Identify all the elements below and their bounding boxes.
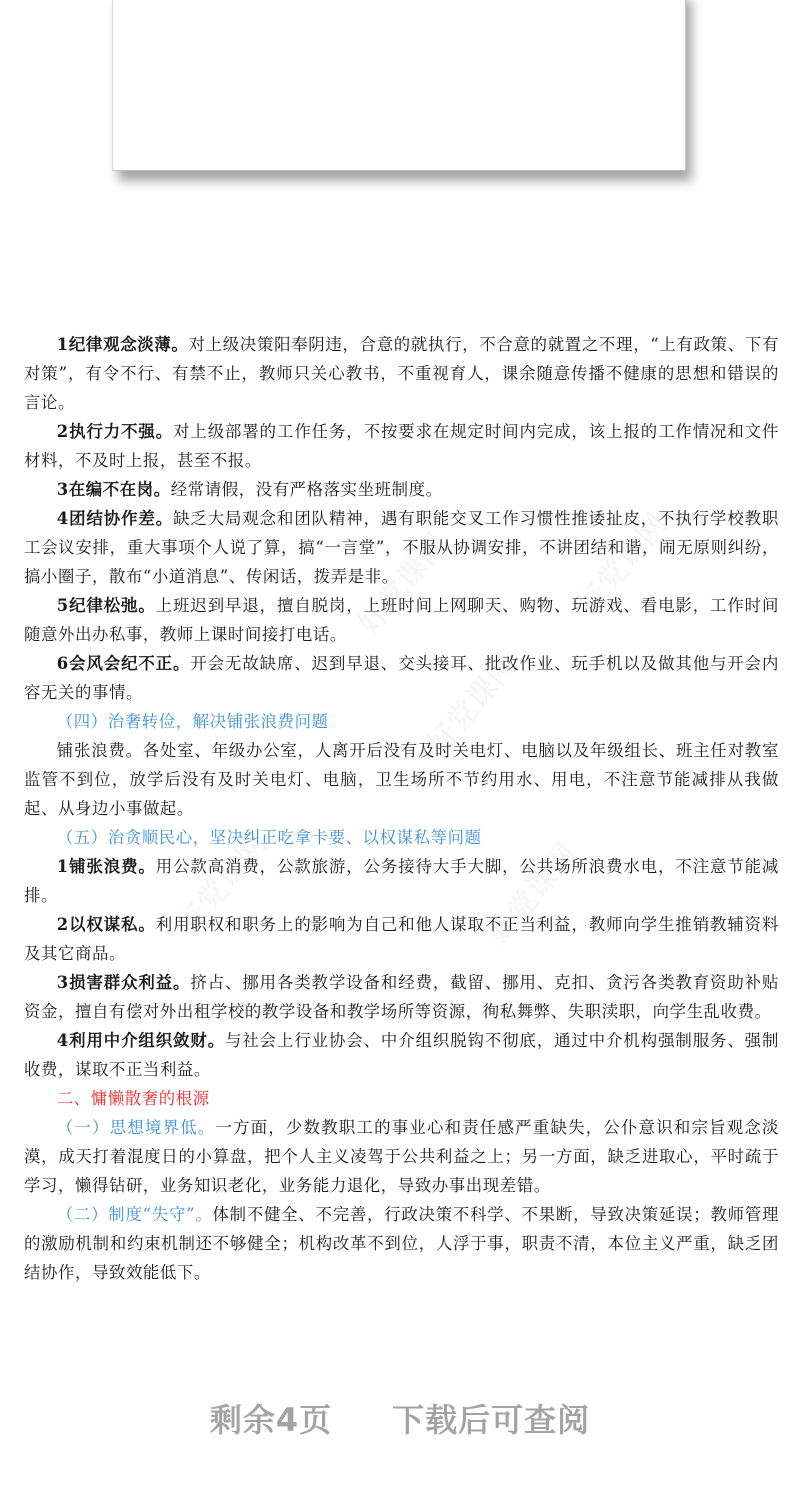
watermark: 好党课网 bbox=[350, 527, 455, 642]
download-hint-label: 下载后可查阅 bbox=[392, 1401, 591, 1439]
paragraph-waste: 铺张浪费。各处室、年级办公室，人离开后没有及时关电灯、电脑以及年级组长、班主任对教室监管不到位，放学后没有及时关电灯、电脑，卫生场所不节约用水、用电，不注意节能减排从我做起、从身边小事做起。 bbox=[24, 741, 779, 818]
paragraph-system: （二）制度“失守”。体制不健全、不完善，行政决策不科学、不果断，导致决策延误；教师管理的激励机制和约束机制还不够健全；机构改革不到位，人浮于事，职责不清，本位主义严重，缺乏团结协作，导致效能低下。 bbox=[24, 1205, 779, 1282]
watermark: 好党课网 bbox=[420, 647, 525, 762]
document-body bbox=[24, 330, 779, 1287]
list-item-meeting: 6会风会纪不正。开会无故缺席、迟到早退、交头接耳、批改作业、玩手机以及做其他与开会内容无关的事情。 bbox=[24, 654, 779, 702]
chapter-heading-2: 二、慵懒散奢的根源 bbox=[56, 1089, 210, 1108]
watermark: 好党课网 bbox=[570, 507, 675, 622]
section-heading-4: （四）治奢转俭，解决铺张浪费问题 bbox=[56, 712, 329, 731]
list-item-intermediary: 4利用中介组织敛财。与社会上行业协会、中介组织脱钩不彻底，通过中介机构强制服务、强制收费，谋取不正当利益。 bbox=[24, 1031, 779, 1079]
remaining-pages-banner[interactable] bbox=[0, 1395, 800, 1441]
watermark: 好党课网 bbox=[480, 837, 585, 952]
list-item-absent: 3在编不在岗。经常请假，没有严格落实坐班制度。 bbox=[56, 480, 443, 499]
previous-page-bottom bbox=[112, 0, 686, 171]
section-heading-5: （五）治贪顺民心，坚决纠正吃拿卡要、以权谋私等问题 bbox=[56, 828, 482, 847]
remaining-pages-label: 剩余4页 bbox=[209, 1401, 333, 1439]
list-item-harm: 3损害群众利益。挤占、挪用各类教学设备和经费，截留、挪用、克扣、贪污各类教育资助补贴资金，擅自有偿对外出租学校的教学设备和教学场所等资源，徇私舞弊、失职渎职，向学生乱收费。 bbox=[24, 973, 779, 1021]
watermark: 好党课网 bbox=[170, 827, 275, 942]
list-item-lax: 5纪律松弛。上班迟到早退，擅自脱岗，上班时间上网聊天、购物、玩游戏、看电影，工作时间随意外出办私事，教师上课时间接打电话。 bbox=[24, 596, 779, 644]
list-item-extravagance: 1铺张浪费。用公款高消费，公款旅游，公务接待大手大脚，公共场所浪费水电，不注意节能减排。 bbox=[24, 857, 779, 905]
list-item-abuse: 2以权谋私。利用职权和职务上的影响为自己和他人谋取不正当利益，教师向学生推销教辅资料及其它商品。 bbox=[24, 915, 779, 963]
list-item-execution: 2执行力不强。对上级部署的工作任务，不按要求在规定时间内完成，该上报的工作情况和文件材料，不及时上报，甚至不报。 bbox=[24, 422, 780, 470]
list-item-teamwork: 4团结协作差。缺乏大局观念和团队精神，遇有职能交叉工作习惯性推诿扯皮，不执行学校教职工会议安排，重大事项个人说了算，搞“一言堂”，不服从协调安排，不讲团结和谐，闹无原则纠纷，搞小圈子，散布“小道消息”、传闲话，拨弄是非。 bbox=[24, 509, 780, 586]
paragraph-mindset: （一）思想境界低。一方面，少数教职工的事业心和责任感严重缺失，公仆意识和宗旨观念淡漠，成天打着混度日的小算盘，把个人主义凌驾于公共利益之上；另一方面，缺乏进取心，平时疏于学习，懒得钻研，业务知识老化，业务能力退化，导致办事出现差错。 bbox=[24, 1118, 779, 1195]
list-item-discipline: 1纪律观念淡薄。对上级决策阳奉阴违，合意的就执行，不合意的就置之不理，“上有政策、下有对策”，有令不行、有禁不止，教师只关心教书，不重视育人，课余随意传播不健康的思想和错误的言论。 bbox=[24, 335, 779, 412]
